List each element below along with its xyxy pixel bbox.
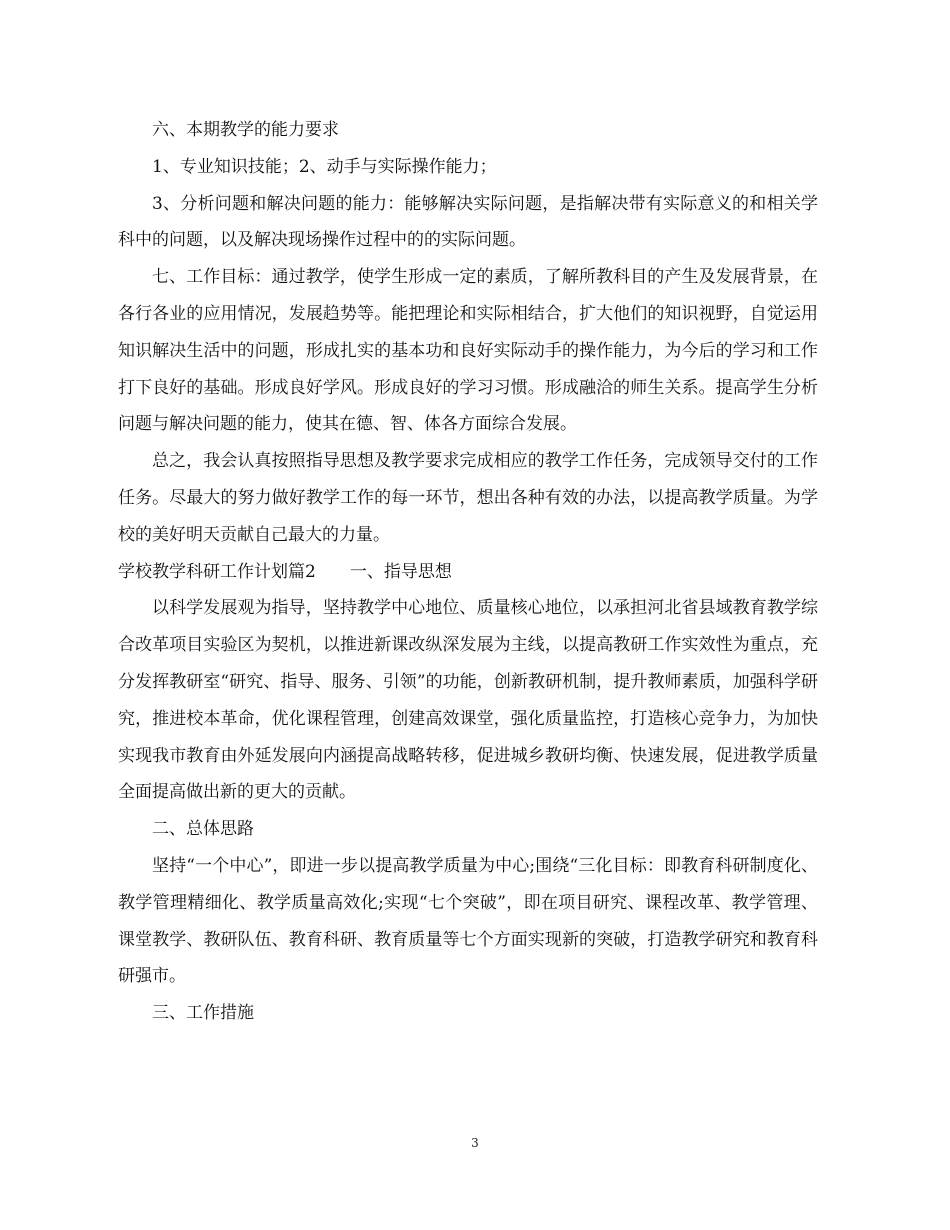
paragraph-problem-solving: 3、分析问题和解决问题的能力：能够解决实际问题，是指解决带有实际意义的和相关学科中的问题，以及解决现场操作过程中的的实际问题。 <box>118 193 818 251</box>
page-number: 3 <box>471 1136 479 1150</box>
paragraph-guiding-ideology: 以科学发展观为指导，坚持教学中心地位、质量核心地位，以承担河北省县域教育教学综合改革项目实验区为契机，以推进新课改纵深发展为主线，以提高教研工作实效性为重点，充分发挥教研室“研究、指导、服务、引领”的功能，创新教研机制，提升教师素质，加强科学研究，推进校本革命，优化课程管理，创建高效课堂，强化质量监控，打造核心竞争力，为加快实现我市教育由外延发展向内涵提高战略转移，促进城乡教研均衡、快速发展，促进教学质量全面提高做出新的更大的贡献。 <box>118 598 818 803</box>
section-heading-plan-2: 学校教学科研工作计划篇2 一、指导思想 <box>118 561 452 582</box>
paragraph-overall-approach: 坚持“一个中心”，即进一步以提高教学质量为中心;围绕“三化目标：即教育科研制度化、教学管理精细化、教学质量高效化;实现“七个突破”，即在项目研究、课程改革、教学管理、课堂教学、教研队伍、教育科研、教育质量等七个方面实现新的突破，打造教学研究和教育科研强市。 <box>118 855 818 987</box>
document-body <box>118 112 818 1032</box>
paragraph-summary: 总之，我会认真按照指导思想及教学要求完成相应的教学工作任务，完成领导交付的工作任务。尽最大的努力做好教学工作的每一环节，想出各种有效的办法，以提高教学质量。为学校的美好明天贡献自己最大的力量。 <box>118 451 818 545</box>
paragraph-skills-list: 1、专业知识技能；2、动手与实际操作能力； <box>152 156 497 177</box>
heading-work-measures: 三、工作措施 <box>152 1003 254 1024</box>
heading-ability-requirements: 六、本期教学的能力要求 <box>152 120 339 140</box>
heading-overall-approach: 二、总体思路 <box>152 819 254 840</box>
paragraph-work-goals: 七、工作目标：通过教学，使学生形成一定的素质，了解所教科目的产生及发展背景，在各行各业的应用情况，发展趋势等。能把理论和实际相结合，扩大他们的知识视野，自觉运用知识解决生活中的问题，形成扎实的基本功和良好实际动手的操作能力，为今后的学习和工作打下良好的基础。形成良好学风。形成良好的学习习惯。形成融洽的师生关系。提高学生分析问题与解决问题的能力，使其在德、智、体各方面综合发展。 <box>118 267 818 435</box>
